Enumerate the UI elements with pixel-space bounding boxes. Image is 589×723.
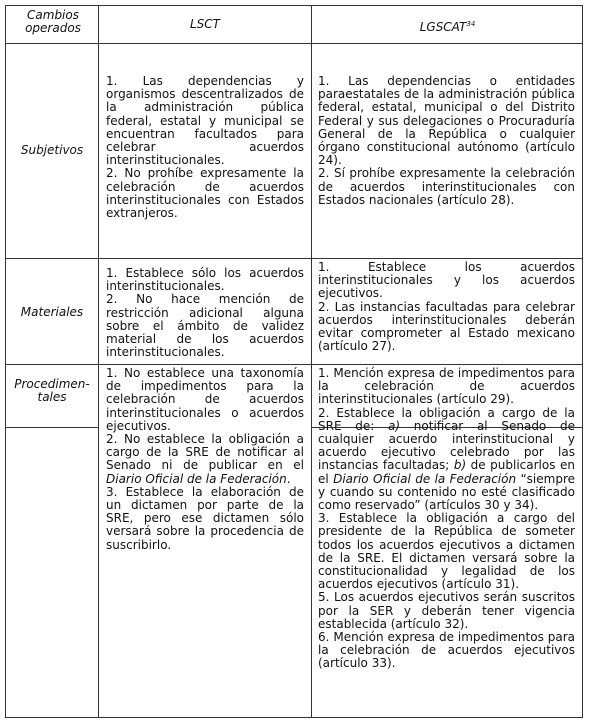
list-item: 2. Establece la obligación a cargo de la SRE de: a) notificar al Senado de cualquier acuerdo interinstitucional y acuerdo ejecutivo celebrado por las instancias facultadas; b) de publicarlos en el Diario Oficial de la Federación “siempre y cuando su contenido no esté clasificado como reservado” (artículos 30 y 34). — [318, 405, 576, 513]
list-item: 1. Las dependencias o entidades paraestatales de la administración pública federal, estatal, municipal o del Distrito Federal y sus delegaciones o Procuraduría General de la República o cualquier órgano constitucional autónomo (artículo 24). — [318, 74, 575, 168]
list-item: 1. Mención expresa de impedimentos para la celebración de acuerdos interinstitucionales (artículo 29). — [318, 366, 575, 407]
row-divider — [5, 43, 583, 44]
row-divider — [5, 258, 583, 259]
list-item: 6. Mención expresa de impedimentos para la celebración de acuerdos ejecutivos (artículo 33). — [318, 630, 575, 671]
row-label-subjetivos: Subjetivos — [20, 143, 84, 157]
row-divider — [5, 427, 99, 428]
list-item: 1. No establece una taxonomía de impedimentos para la celebración de acuerdos interinstitucionales o acuerdos ejecutivos. — [106, 366, 304, 433]
header-lgscat — [312, 18, 583, 34]
list-item: 1. Establece los acuerdos interinstitucionales y los acuerdos ejecutivos. — [318, 260, 575, 301]
list-item: 2. Las instancias facultadas para celebrar acuerdos interinstitucionales deberán evitar comprometer al Estado mexicano (artículo 27). — [318, 299, 575, 354]
lsct-materiales-cell — [106, 267, 304, 359]
header-col3-text: LGSCAT — [419, 20, 467, 34]
row-label-procedimentales: Procedimen-tales — [14, 377, 90, 405]
lsct-subjetivos-cell — [106, 75, 304, 220]
lgscat-procedimentales-cell — [318, 367, 575, 671]
list-item: 3. Establece la obligación a cargo del presidente de la República de someter todos los acuerdos ejecutivos a dictamen de la SRE. El dictamen versará sobre la constitucionalidad y legalidad de los acuerdos ejecutivos (artículo 31). — [318, 511, 575, 592]
list-item: 1. Las dependencias y organismos descentralizados de la administración pública federal, estatal y municipal se encuentran facultados para celebrar acuerdos interinstitucionales. — [106, 74, 304, 168]
column-divider — [311, 5, 312, 718]
column-divider — [98, 5, 99, 718]
list-item: 2. No establece la obligación a cargo de la SRE de notificar al Senado ni de publicar en el Diario Oficial de la Federación. — [106, 432, 304, 486]
list-item: 5. Los acuerdos ejecutivos serán suscritos por la SER y deberán tener vigencia establecida (artículo 32). — [318, 590, 575, 631]
header-col1-text: Cambios operados — [25, 8, 81, 36]
row-divider — [5, 364, 583, 365]
lgscat-subjetivos-cell — [318, 75, 575, 207]
footnote-marker: 34 — [466, 20, 476, 28]
header-cambios-operados — [14, 9, 92, 35]
header-col2-text: LSCT — [189, 17, 220, 31]
lgscat-materiales-cell — [318, 261, 575, 353]
list-item: 2. No hace mención de restricción adicional alguna sobre el ámbito de validez material de los acuerdos interinstitucionales. — [106, 292, 304, 360]
list-item: 2. Sí prohíbe expresamente la celebración de acuerdos interinstitucionales con Estados nacionales (artículo 28). — [318, 166, 575, 207]
header-lsct — [99, 18, 311, 31]
list-item: 1. Establece sólo los acuerdos interinstitucionales. — [106, 266, 304, 294]
row-label-materiales: Materiales — [20, 305, 84, 319]
lsct-procedimentales-cell — [106, 367, 304, 552]
list-item: 2. No prohíbe expresamente la celebración de acuerdos interinstitucionales con Estados extranjeros. — [106, 166, 304, 221]
list-item: 3. Establece la elaboración de un dictamen por parte de la SRE, pero ese dictamen sólo versará sobre la procedencia de suscribirlo. — [106, 484, 304, 552]
